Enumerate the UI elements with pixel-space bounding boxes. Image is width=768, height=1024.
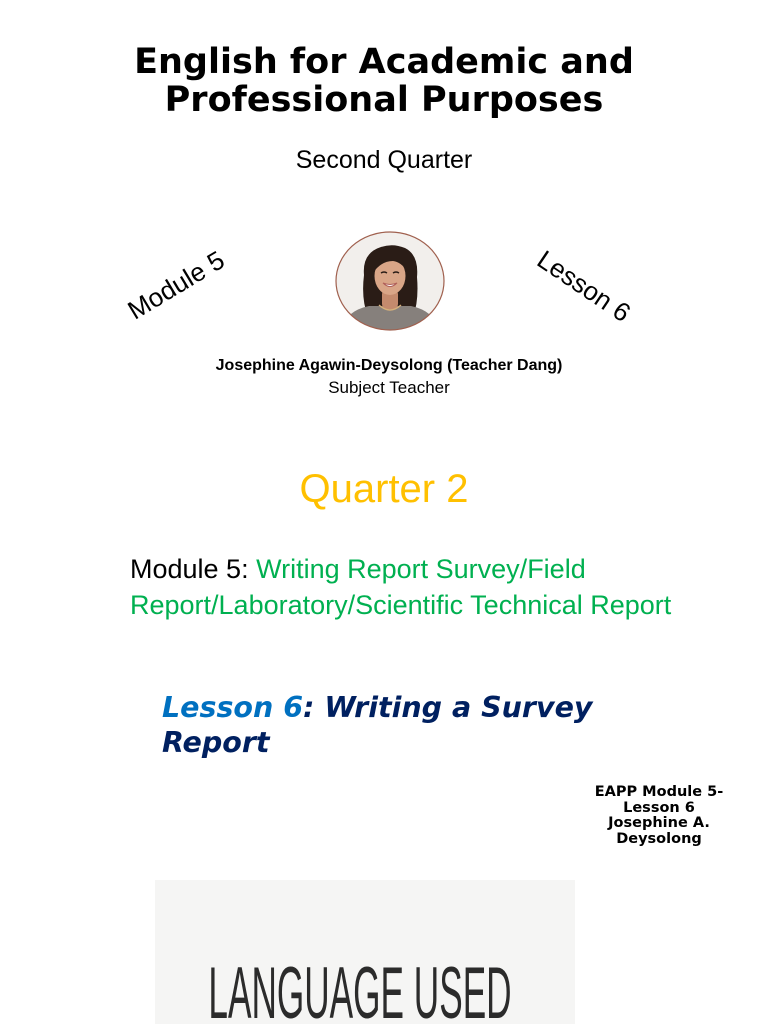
language-used-image: [155, 880, 575, 1024]
lesson-title: : Writing a Survey Report: [162, 691, 593, 759]
module-tag: Module 5: [122, 244, 230, 326]
footnote-line: Deysolong: [616, 830, 702, 847]
quarter-heading: Quarter 2: [299, 467, 469, 511]
course-title: English for Academic and Professional Purposes: [134, 42, 634, 120]
lesson-heading: [162, 690, 632, 760]
teacher-role: Subject Teacher: [328, 378, 450, 397]
language-used-lettering: LANGUAGE USED: [208, 951, 512, 1024]
footnote-line: Josephine A.: [608, 815, 710, 831]
module-title-line-1: Writing Report Survey/Field: [256, 554, 586, 584]
footnote-line: Lesson 6: [623, 799, 695, 816]
module-title-line-2: Report/Laboratory/Scientific Technical Report: [130, 590, 672, 620]
module-heading: [130, 551, 671, 623]
lesson-label: Lesson 6: [162, 691, 304, 724]
module-footnote: [579, 785, 739, 847]
teacher-portrait-icon: [335, 231, 445, 331]
teacher-name: Josephine Agawin-Deysolong (Teacher Dang): [215, 357, 563, 374]
module-label: Module 5:: [130, 554, 249, 584]
lesson-tag: Lesson 6: [531, 244, 637, 328]
teacher-photo: [335, 231, 445, 331]
quarter-subtitle: Second Quarter: [295, 146, 473, 174]
footnote-line: EAPP Module 5-: [594, 784, 724, 800]
